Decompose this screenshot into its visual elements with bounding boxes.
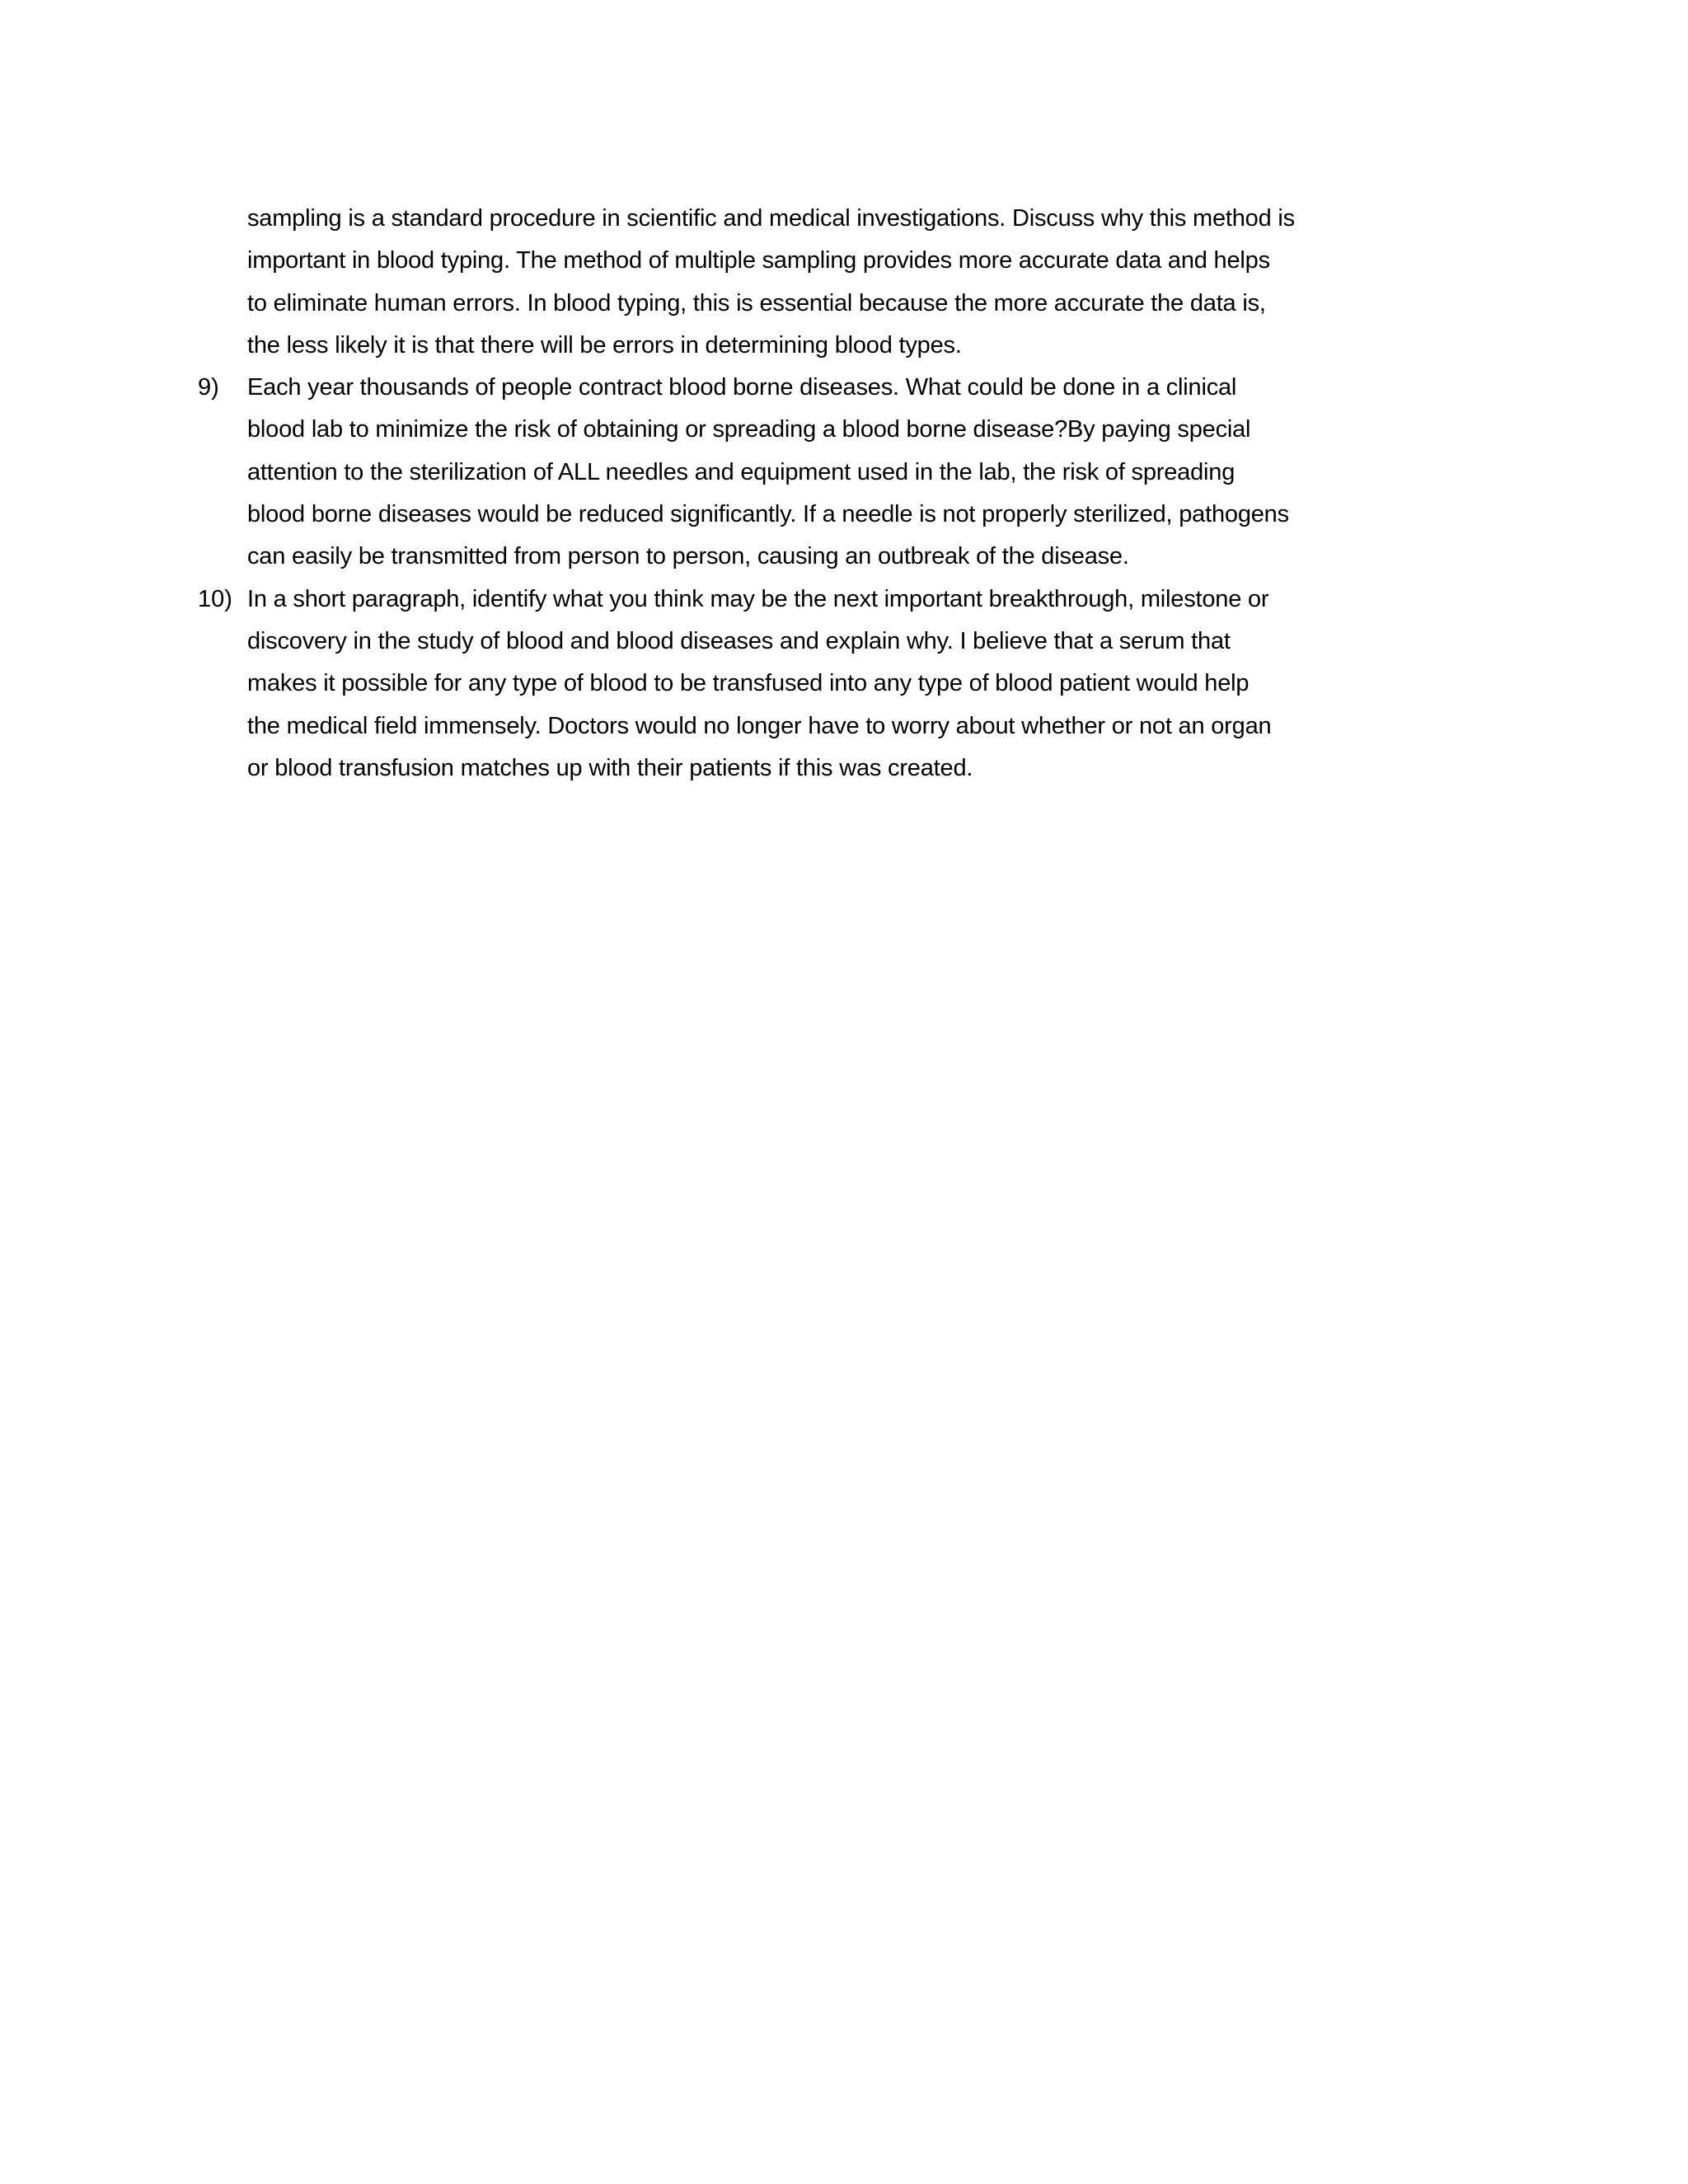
question-number: 9) xyxy=(198,374,219,401)
text-line: makes it possible for any type of blood to be transfused into any type of blood patient would help xyxy=(247,670,1250,697)
question-8-continuation xyxy=(198,198,1533,367)
text-line: discovery in the study of blood and blood diseases and explain why. I believe that a serum that xyxy=(247,627,1231,654)
text-line: can easily be transmitted from person to person, causing an outbreak of the disease. xyxy=(247,543,1129,570)
text-line: to eliminate human errors. In blood typing, this is essential because the more accurate the data is, xyxy=(247,289,1266,316)
text-line: the medical field immensely. Doctors would no longer have to worry about whether or not an organ xyxy=(247,712,1272,739)
text-line: important in blood typing. The method of multiple sampling provides more accurate data and helps xyxy=(247,247,1270,274)
text-line: or blood transfusion matches up with their patients if this was created. xyxy=(247,754,973,781)
text-line: the less likely it is that there will be errors in determining blood types. xyxy=(247,331,962,359)
text-line: blood lab to minimize the risk of obtaining or spreading a blood borne disease?By paying special xyxy=(247,416,1251,443)
text-line: blood borne diseases would be reduced significantly. If a needle is not properly sterilized, pathogens xyxy=(247,501,1289,528)
document-body xyxy=(198,198,1533,790)
text-line: In a short paragraph, identify what you think may be the next important breakthrough, milestone or xyxy=(247,585,1269,612)
text-line: attention to the sterilization of ALL needles and equipment used in the lab, the risk of spreading xyxy=(247,458,1236,485)
text-line: sampling is a standard procedure in scientific and medical investigations. Discuss why this method is xyxy=(247,205,1295,232)
question-number: 10) xyxy=(198,585,232,612)
text-line: Each year thousands of people contract blood borne diseases. What could be done in a clinical xyxy=(247,374,1237,401)
question-10 xyxy=(198,579,1533,790)
question-9 xyxy=(198,367,1533,578)
